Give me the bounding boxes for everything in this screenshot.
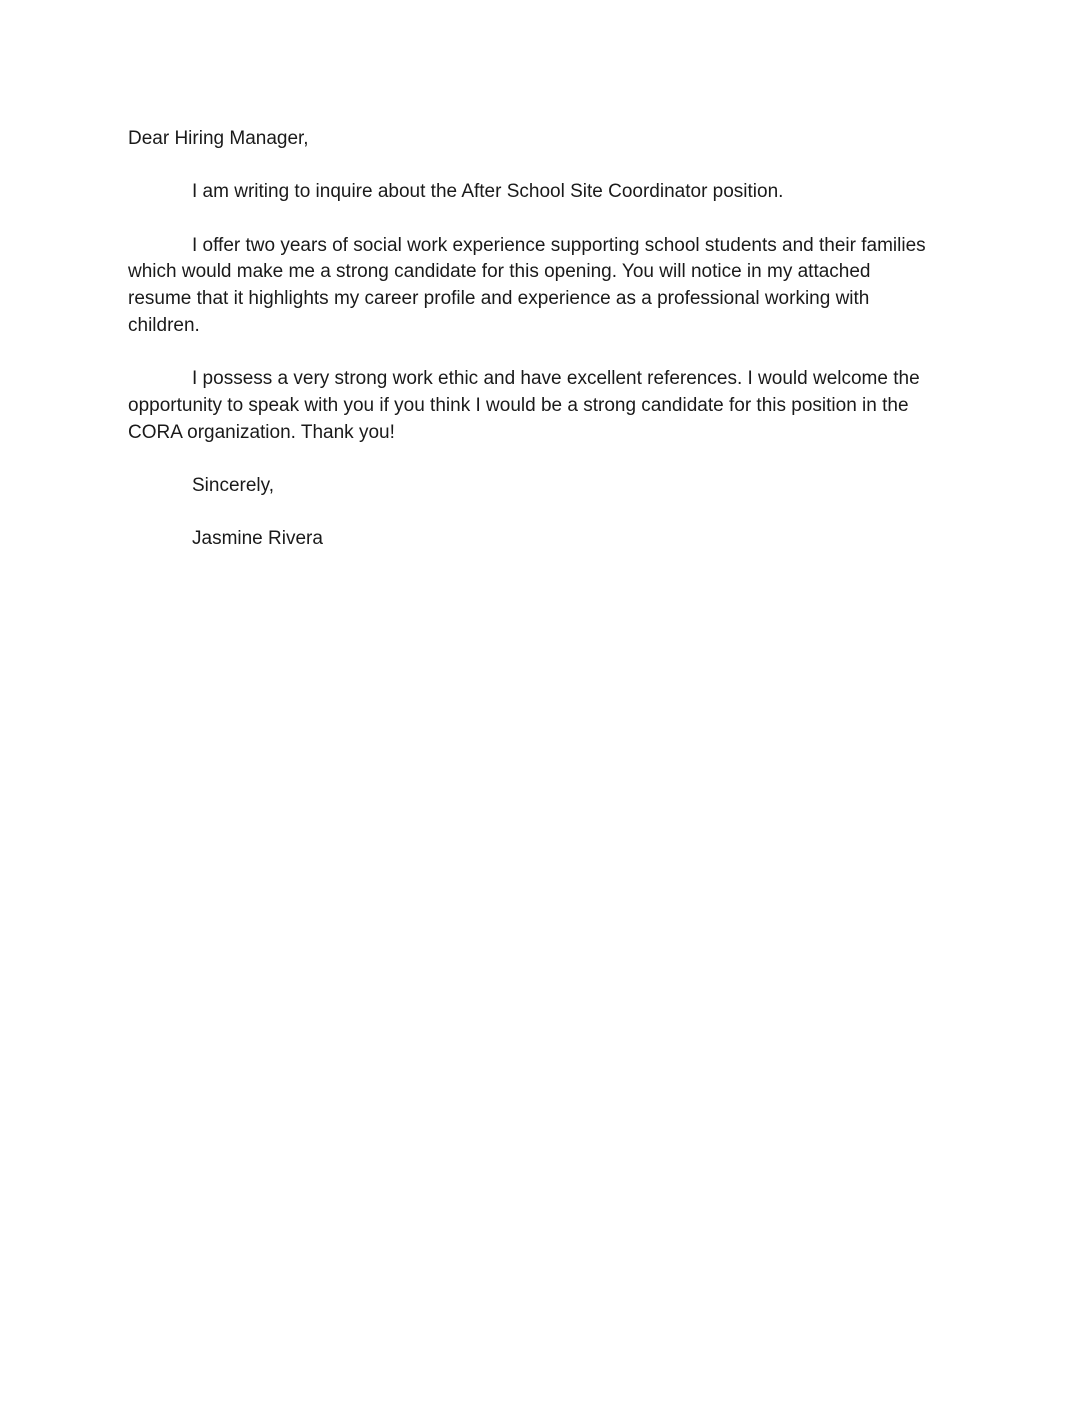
paragraph-1-line: I am writing to inquire about the After School Site Coordinator position. bbox=[192, 181, 784, 203]
salutation bbox=[128, 126, 958, 153]
paragraph-2-line: I offer two years of social work experience supporting school students and their families bbox=[192, 234, 926, 256]
salutation-text: Dear Hiring Manager, bbox=[128, 128, 309, 149]
cover-letter bbox=[128, 126, 958, 580]
paragraph-1 bbox=[128, 179, 958, 206]
paragraph-2-line: which would make me a strong candidate for this opening. You will notice in my attached bbox=[128, 261, 871, 283]
paragraph-2 bbox=[128, 233, 958, 340]
paragraph-3-line: CORA organization. Thank you! bbox=[128, 421, 395, 443]
paragraph-3-line: opportunity to speak with you if you think I would be a strong candidate for this position in the bbox=[128, 394, 909, 416]
paragraph-2-line: children. bbox=[128, 314, 200, 336]
paragraph-2-line: resume that it highlights my career profile and experience as a professional working with bbox=[128, 288, 870, 310]
paragraph-3 bbox=[128, 366, 958, 446]
closing bbox=[128, 473, 958, 500]
paragraph-3-line: I possess a very strong work ethic and have excellent references. I would welcome the bbox=[192, 368, 920, 390]
signature bbox=[128, 526, 958, 553]
signature-name: Jasmine Rivera bbox=[192, 528, 323, 550]
closing-text: Sincerely, bbox=[192, 475, 275, 497]
